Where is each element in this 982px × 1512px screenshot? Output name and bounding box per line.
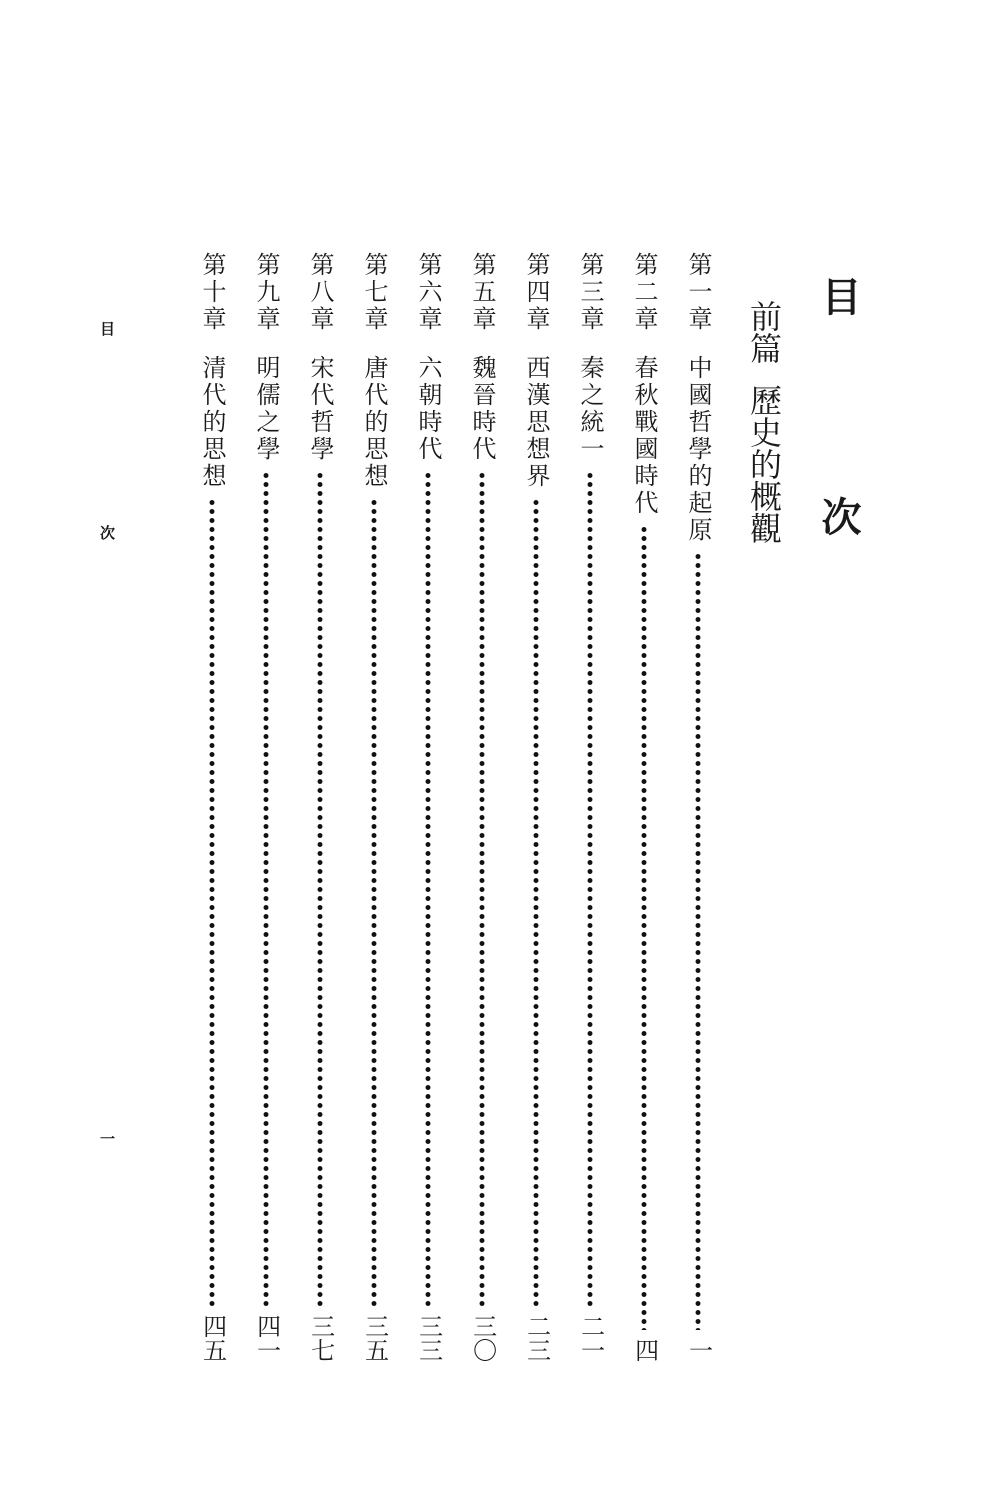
page-number: 四一 xyxy=(252,1314,281,1362)
dot-leader xyxy=(586,471,594,1306)
chapter-number: 第九章 xyxy=(252,252,280,333)
chapter-title: 唐代的思想 xyxy=(360,355,388,490)
margin-header-mid: 次 xyxy=(100,524,116,542)
page-number: 三三 xyxy=(414,1314,443,1362)
chapter-number: 第二章 xyxy=(630,252,658,333)
page-number: 四 xyxy=(630,1338,659,1362)
dot-leader xyxy=(262,471,270,1306)
dot-leader xyxy=(424,471,432,1306)
toc-entry[interactable] xyxy=(300,252,340,1362)
page-number: 一 xyxy=(684,1338,713,1362)
toc-entry[interactable] xyxy=(624,252,664,1362)
chapter-title: 秦之統一 xyxy=(576,355,604,463)
toc-entry[interactable] xyxy=(678,252,718,1362)
chapter-title: 中國哲學的起原 xyxy=(684,355,712,544)
dot-leader xyxy=(478,471,486,1306)
dot-leader xyxy=(208,498,216,1306)
margin-page-number: 一 xyxy=(100,1130,116,1148)
dot-leader xyxy=(532,498,540,1306)
section-name: 歷史的概觀 xyxy=(745,384,783,544)
chapter-number: 第八章 xyxy=(306,252,334,333)
page-number: 三〇 xyxy=(468,1314,497,1362)
toc-entry[interactable] xyxy=(354,252,394,1362)
toc-entry[interactable] xyxy=(462,252,502,1362)
section-heading xyxy=(745,300,783,544)
toc-entry[interactable] xyxy=(246,252,286,1362)
chapter-title: 西漢思想界 xyxy=(522,355,550,490)
chapter-number: 第四章 xyxy=(522,252,550,333)
page-number: 三五 xyxy=(360,1314,389,1362)
chapter-title: 清代的思想 xyxy=(198,355,226,490)
toc-entry[interactable] xyxy=(408,252,448,1362)
page-number: 四五 xyxy=(198,1314,227,1362)
page-number: 三七 xyxy=(306,1314,335,1362)
margin-header-top: 目 xyxy=(100,320,116,338)
page-number: 二一 xyxy=(576,1314,605,1362)
chapter-number: 第六章 xyxy=(414,252,442,333)
chapter-number: 第三章 xyxy=(576,252,604,333)
dot-leader xyxy=(316,471,324,1306)
toc-entry[interactable] xyxy=(192,252,232,1362)
chapter-number: 第一章 xyxy=(684,252,712,333)
chapter-title: 宋代哲學 xyxy=(306,355,334,463)
chapter-number: 第十章 xyxy=(198,252,226,333)
dot-leader xyxy=(640,525,648,1330)
page-title: 目 次 xyxy=(815,276,862,606)
page-number: 二三 xyxy=(522,1314,551,1362)
chapter-number: 第七章 xyxy=(360,252,388,333)
chapter-title: 六朝時代 xyxy=(414,355,442,463)
chapter-title: 春秋戰國時代 xyxy=(630,355,658,517)
dot-leader xyxy=(370,498,378,1306)
toc-entry[interactable] xyxy=(570,252,610,1362)
toc-entry[interactable] xyxy=(516,252,556,1362)
chapter-title: 明儒之學 xyxy=(252,355,280,463)
section-label: 前篇 xyxy=(745,300,783,364)
dot-leader xyxy=(694,552,702,1330)
chapter-number: 第五章 xyxy=(468,252,496,333)
chapter-title: 魏晉時代 xyxy=(468,355,496,463)
